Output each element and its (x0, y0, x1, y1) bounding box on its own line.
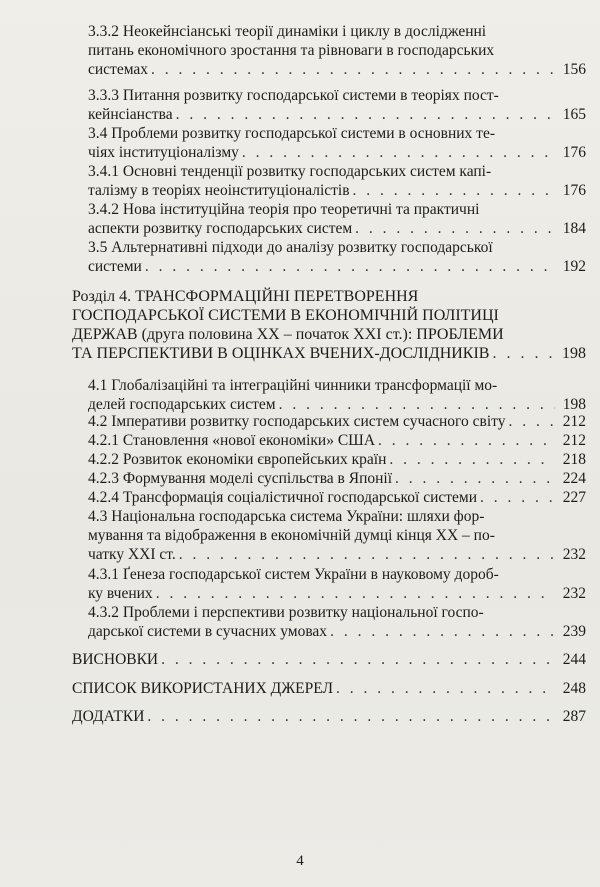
entry-text-line: СПИСОК ВИКОРИСТАНИХ ДЖЕРЕЛ (72, 680, 333, 697)
page-ref: 227 (562, 489, 586, 506)
entry-text-line: 4.3 Національна господарська система України: шляхи фор- (88, 508, 485, 525)
page-ref: 239 (562, 623, 586, 640)
entry-text-line: 4.2.2 Розвиток економіки європейських країн (88, 451, 387, 468)
toc-conclusions[interactable] (72, 650, 586, 669)
entry-text-line: 3.4 Проблеми розвитку господарської системи в основних те- (88, 125, 495, 142)
entry-text-line: талізму в теоріях неоінституціоналістів (88, 182, 350, 199)
toc-entry-4-3-1[interactable] (88, 565, 586, 603)
dot-leader (242, 143, 555, 162)
entry-text-line: 3.4.1 Основні тенденції розвитку господарських систем капі- (88, 163, 492, 180)
entry-text-line: делей господарських систем (88, 396, 276, 413)
entry-text-line: 3.5 Альтернативні підходи до аналізу розвитку господарської (88, 239, 493, 256)
entry-text-line: 4.1 Глобалізаційні та інтеграційні чинники трансформації мо- (88, 377, 498, 394)
entry-text-line: чіях інституціоналізму (88, 144, 239, 161)
toc-entry-3-4-2[interactable] (88, 200, 586, 238)
dot-leader (395, 469, 555, 488)
entry-text-line: 4.2 Імперативи розвитку господарських систем сучасного світу (88, 413, 506, 430)
entry-text-line: 4.3.2 Проблеми і перспективи розвитку національної госпо- (88, 604, 484, 621)
dot-leader (378, 431, 555, 450)
page-ref: 244 (562, 651, 586, 668)
dot-leader (330, 622, 555, 641)
dot-leader (151, 60, 555, 79)
entry-text-line: системах (88, 61, 149, 78)
toc-entry-3-4[interactable] (88, 124, 586, 162)
toc-references[interactable] (72, 679, 586, 698)
entry-text-line: 3.3.2 Неокейнсіанські теорії динаміки і циклу в дослідженні (88, 23, 487, 40)
dot-leader (147, 707, 555, 726)
entry-text-line: мування та відображення в економічній думці кінця ХХ – по- (88, 527, 495, 544)
page-ref: 212 (562, 413, 586, 430)
page-number: 4 (296, 853, 304, 869)
page-ref: 224 (562, 470, 586, 487)
entry-text-line: системи (88, 258, 142, 275)
toc-entry-3-4-1[interactable] (88, 162, 586, 200)
dot-leader (492, 344, 555, 363)
page-ref: 232 (562, 546, 586, 563)
entry-text-line: кейнсіанства (88, 106, 173, 123)
toc-entry-4-3-2[interactable] (88, 603, 586, 641)
entry-text-line: ДОДАТКИ (72, 708, 145, 725)
toc-appendices[interactable] (72, 707, 586, 726)
dot-leader (176, 105, 555, 124)
entry-text-line: 4.3.1 Ґенеза господарської систем України в науковому дороб- (88, 566, 499, 583)
toc-chapter-4[interactable] (72, 287, 586, 363)
chapter-title-line: ДЕРЖАВ (друга половина ХХ – початок ХХІ ст.): ПРОБЛЕМИ (72, 326, 504, 343)
page-ref: 198 (562, 396, 586, 413)
dot-leader (161, 650, 555, 669)
toc-entry-3-3-2[interactable] (88, 22, 586, 79)
page-ref: 176 (562, 144, 586, 161)
dot-leader (389, 450, 555, 469)
toc-entry-4-3[interactable] (88, 507, 586, 564)
page-ref: 287 (562, 708, 586, 725)
entry-text-line: питань економічного зростання та рівноваги в господарських (88, 42, 495, 59)
page-ref: 156 (562, 61, 586, 78)
toc-entry-4-2-2[interactable] (88, 450, 586, 469)
entry-text-line: 4.2.1 Становлення «нової економіки» США (88, 432, 376, 449)
dot-leader (508, 412, 555, 431)
toc-entry-4-2[interactable] (88, 412, 586, 431)
chapter-title-line: ТА ПЕРСПЕКТИВИ В ОЦІНКАХ ВЧЕНИХ-ДОСЛІДНИКІВ (72, 345, 490, 362)
toc-entry-3-5[interactable] (88, 238, 586, 276)
dot-leader (480, 488, 555, 507)
entry-text-line: дарської системи в сучасних умовах (88, 623, 328, 640)
dot-leader (145, 257, 555, 276)
toc-entry-4-2-3[interactable] (88, 469, 586, 488)
page-ref: 192 (562, 258, 586, 275)
page-ref: 198 (562, 345, 586, 362)
page-ref: 218 (562, 451, 586, 468)
toc-entry-4-2-4[interactable] (88, 488, 586, 507)
page-ref: 165 (562, 106, 586, 123)
dot-leader (355, 219, 555, 238)
entry-text-line: ВИСНОВКИ (72, 651, 159, 668)
chapter-title-line: Розділ 4. ТРАНСФОРМАЦІЙНІ ПЕРЕТВОРЕННЯ (72, 288, 419, 305)
entry-text-line: 3.4.2 Нова інституційна теорія про теоретичні та практичні (88, 201, 480, 218)
entry-text-line: ку вчених (88, 585, 153, 602)
chapter-title-line: ГОСПОДАРСЬКОЇ СИСТЕМИ В ЕКОНОМІЧНІЙ ПОЛІТИЦІ (72, 307, 499, 324)
page-ref: 184 (562, 220, 586, 237)
entry-text-line: 4.2.4 Трансформація соціалістичної господарської системи (88, 489, 478, 506)
entry-text-line: чатку ХХІ ст. (88, 546, 176, 563)
page-ref: 176 (562, 182, 586, 199)
page-ref: 232 (562, 585, 586, 602)
toc-entry-4-2-1[interactable] (88, 431, 586, 450)
entry-text-line: 3.3.3 Питання розвитку господарської системи в теоріях пост- (88, 87, 499, 104)
dot-leader (156, 584, 555, 603)
entry-text-line: аспекти розвитку господарських систем (88, 220, 353, 237)
page-ref: 212 (562, 432, 586, 449)
page-ref: 248 (562, 680, 586, 697)
toc-entry-4-1[interactable] (88, 376, 586, 414)
dot-leader (179, 545, 555, 564)
dot-leader (353, 181, 555, 200)
toc-entry-3-3-3[interactable] (88, 86, 586, 124)
dot-leader (336, 679, 555, 698)
entry-text-line: 4.2.3 Формування моделі суспільства в Японії (88, 470, 393, 487)
